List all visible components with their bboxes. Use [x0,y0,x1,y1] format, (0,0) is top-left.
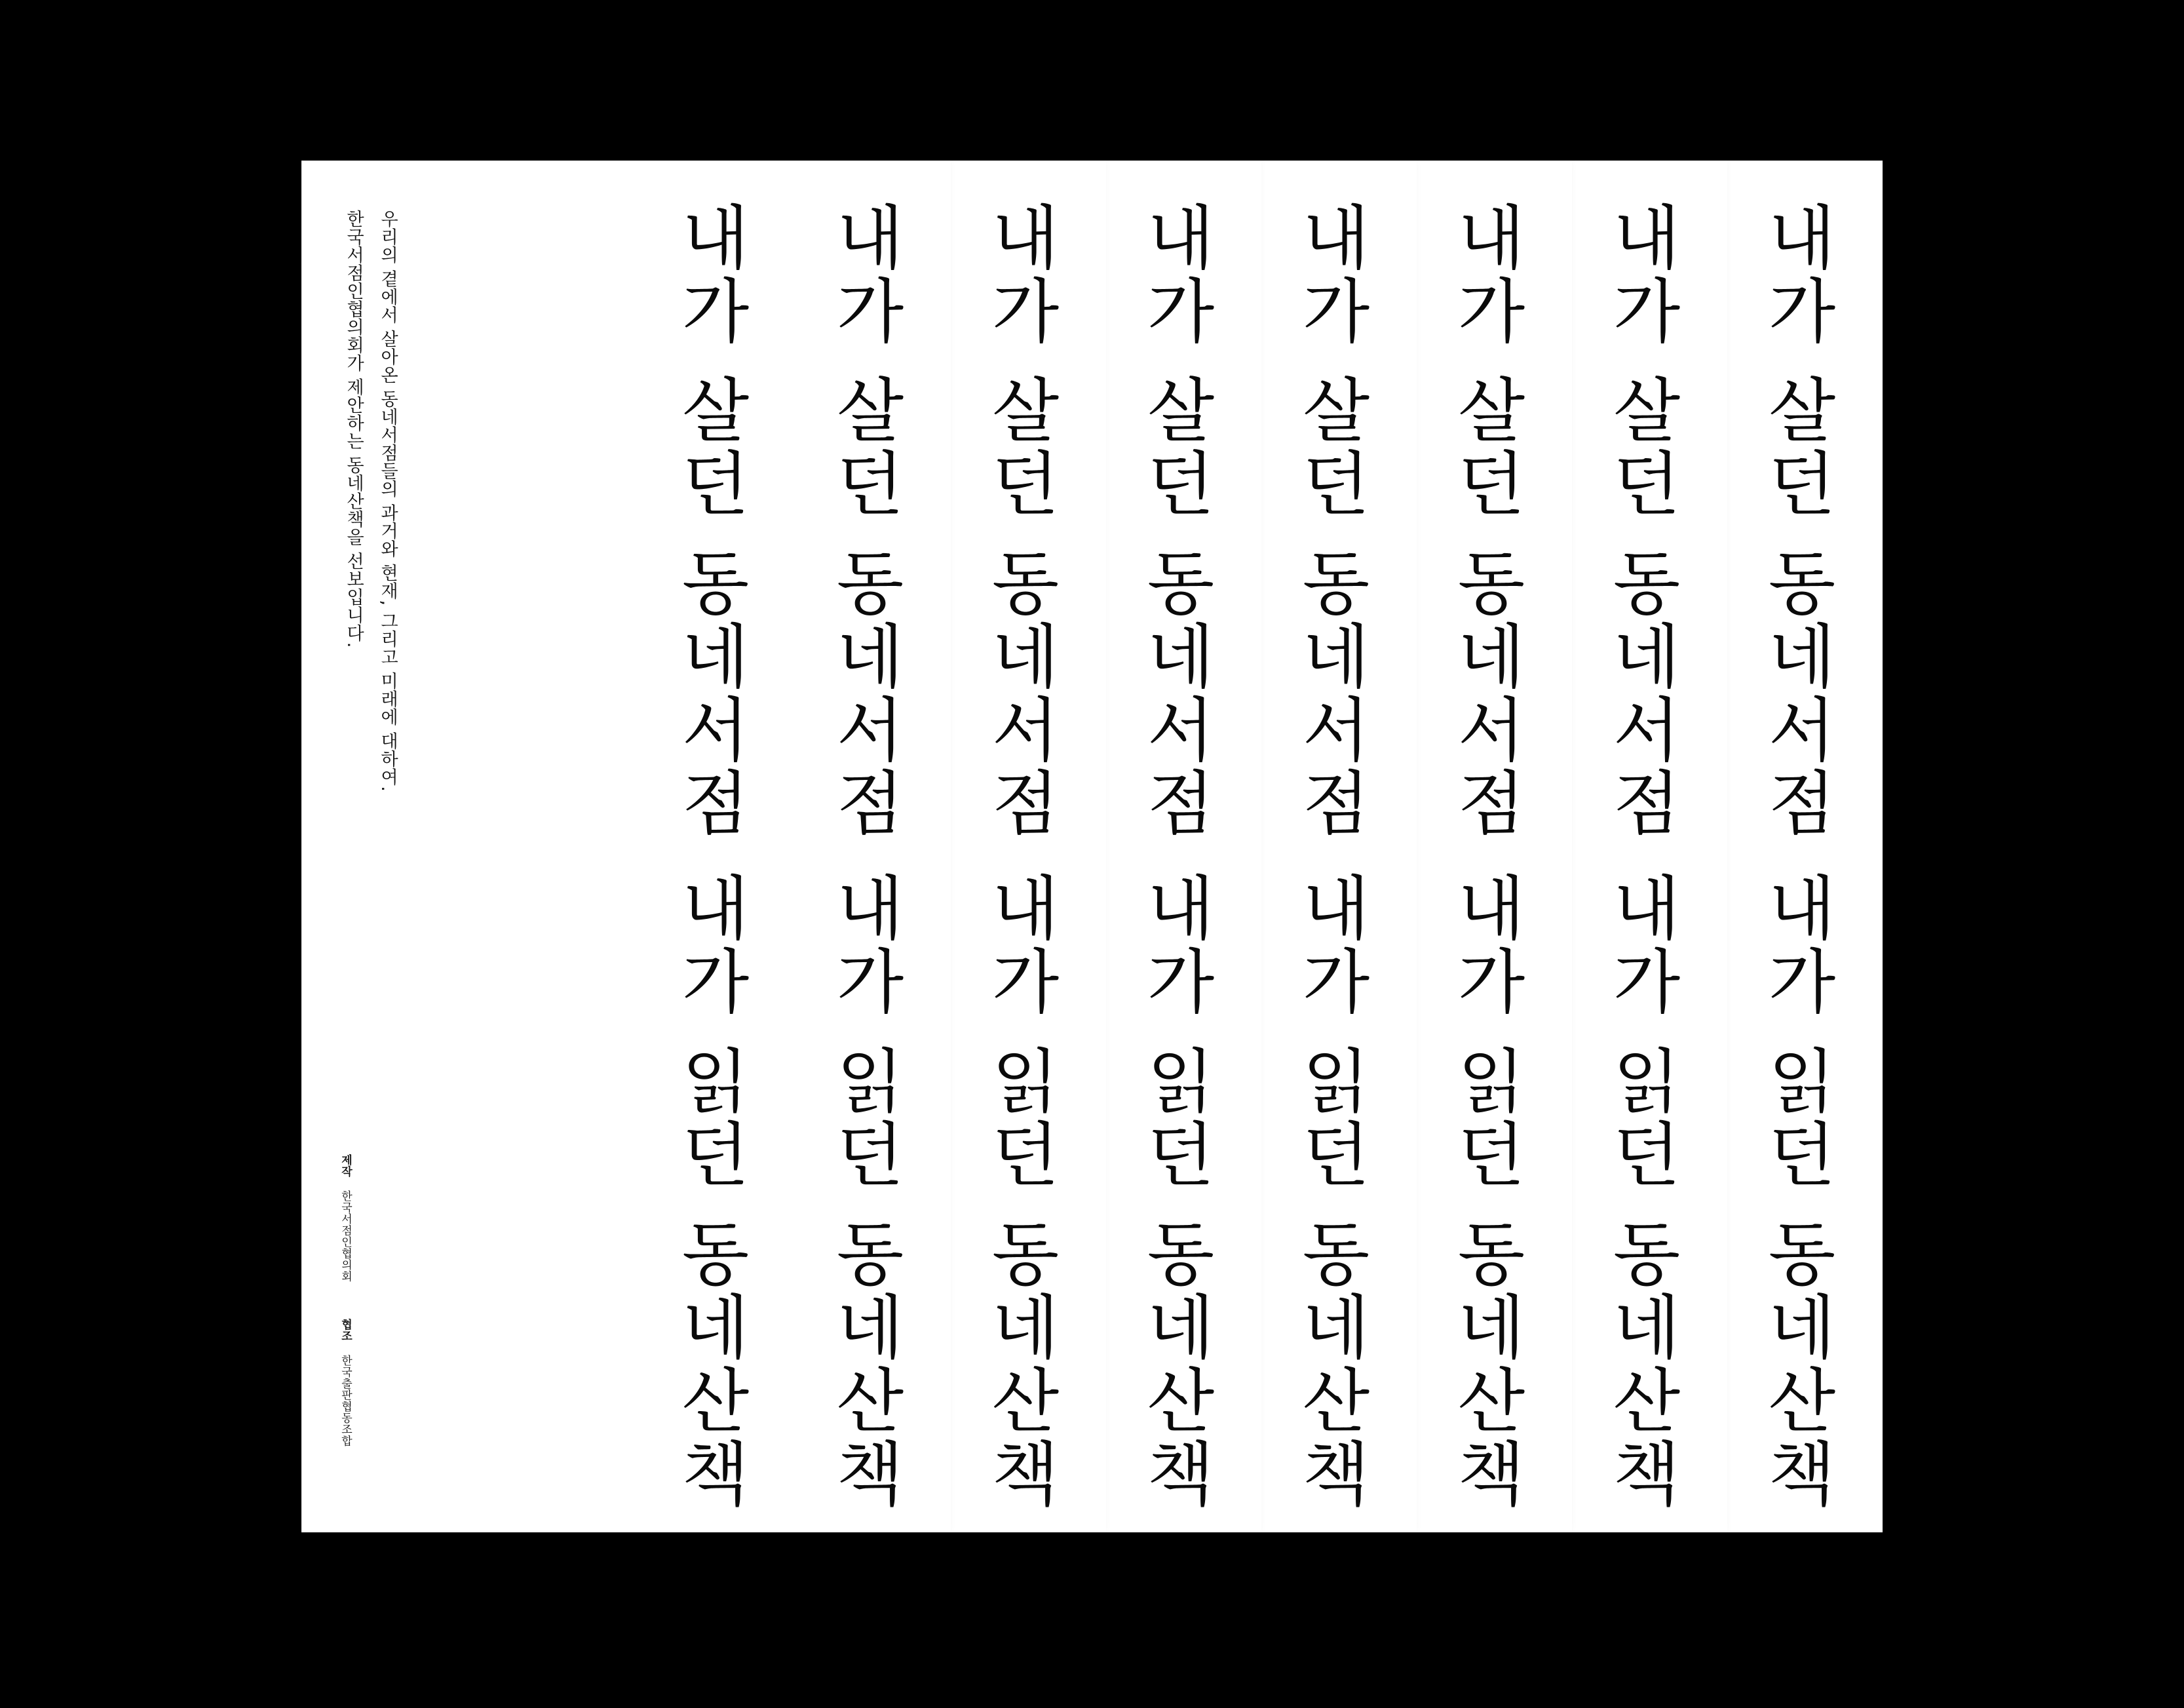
title-line-1: 내가 살던 동네서점 [1135,201,1216,841]
title-line-1: 내가 살던 동네서점 [1601,201,1681,841]
tagline-line-1: 우리의 곁에서 살아온 동네서점들의 과거와 현재, 그리고 미래에 대하여. [377,210,398,792]
title-strip [1417,161,1572,1532]
support-value: 한국출판협동조합 [339,1355,352,1446]
strip-title [824,201,905,1511]
book-cover [301,161,1883,1532]
title-line-2: 내가 읽던 동네산책 [1601,872,1681,1511]
title-line-1: 내가 살던 동네서점 [824,201,905,841]
title-line-2: 내가 읽던 동네산책 [1135,872,1216,1511]
title-strip [1261,161,1417,1532]
strip-title [670,201,750,1511]
title-strip [1572,161,1727,1532]
strip-title [980,201,1060,1511]
title-line-1: 내가 살던 동네서점 [1756,201,1837,841]
title-line-1: 내가 살던 동네서점 [1446,201,1526,841]
production-label: 제작 [339,1154,352,1177]
title-strip [951,161,1106,1532]
title-strip [795,161,951,1532]
title-strip [1106,161,1261,1532]
title-line-1: 내가 살던 동네서점 [1290,201,1371,841]
title-strip [641,161,796,1532]
strip-title [1446,201,1526,1511]
support-label: 협조 [339,1319,352,1342]
title-line-2: 내가 읽던 동네산책 [824,872,905,1511]
title-line-1: 내가 살던 동네서점 [670,201,750,841]
strip-title [1756,201,1837,1511]
front-panel [301,161,796,1532]
title-line-2: 내가 읽던 동네산책 [1446,872,1526,1511]
production-value: 한국서점인협의회 [339,1190,352,1282]
title-line-2: 내가 읽던 동네산책 [1290,872,1371,1511]
credits [339,1154,351,1446]
tagline-line-2: 한국서점인협의회가 제안하는 동네산책을 선보입니다. [343,210,364,648]
strip-title [1135,201,1216,1511]
title-line-2: 내가 읽던 동네산책 [670,872,750,1511]
title-line-1: 내가 살던 동네서점 [980,201,1060,841]
strip-title [1601,201,1681,1511]
strip-title [1290,201,1371,1511]
title-line-2: 내가 읽던 동네산책 [980,872,1060,1511]
title-strip [1727,161,1883,1532]
title-line-2: 내가 읽던 동네산책 [1756,872,1837,1511]
